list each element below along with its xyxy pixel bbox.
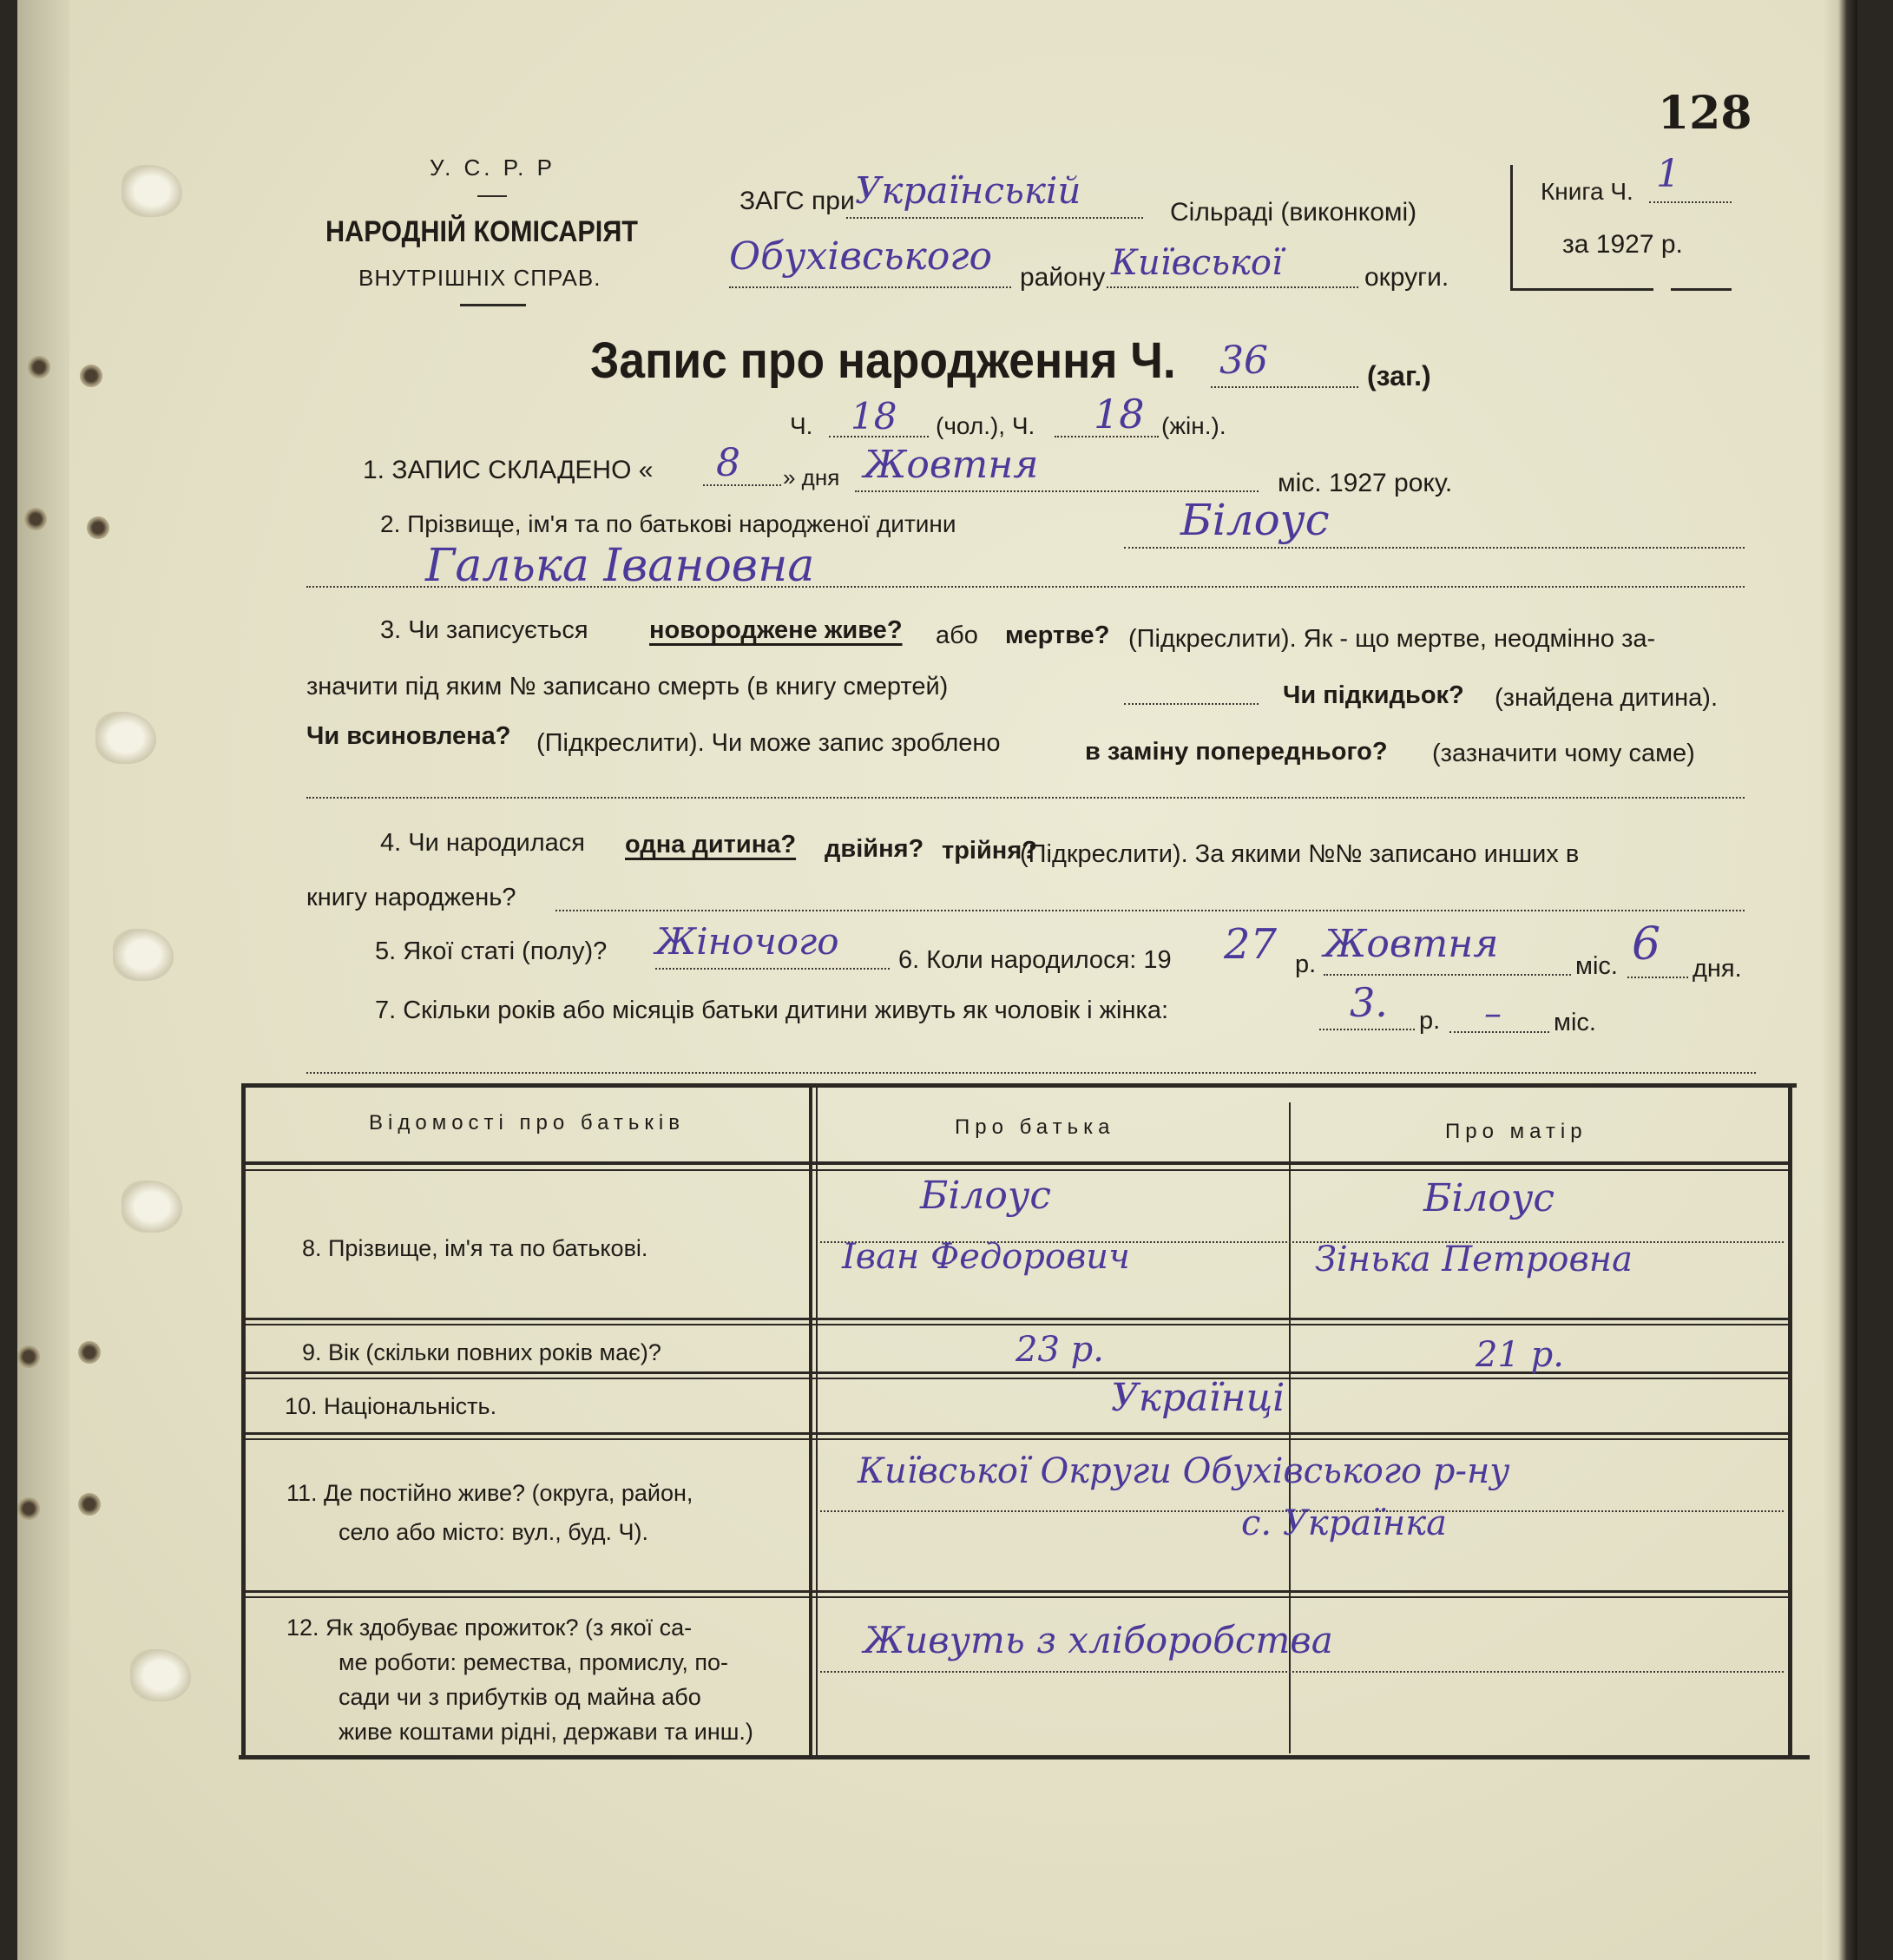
binding-hole [17,1345,40,1368]
q3-line2-a: значити під яким № записано смерть (в книгу смертей) [306,673,949,700]
fill-line [820,1671,1784,1673]
q2-label: 2. Прізвище, ім'я та по батькові народженої дитини [380,510,956,537]
row12-label-3: сади чи з прибутків од майна або [339,1684,701,1710]
row11-label-2: село або місто: вул., буд. Ч). [339,1519,648,1545]
book-value: 1 [1656,152,1680,196]
q5-value: Жіночого [655,920,839,963]
table-row-divider [246,1161,1791,1165]
table-header-father: Про батька [955,1115,1115,1139]
row8-mother-surname: Білоус [1423,1176,1555,1220]
fill-line [1107,286,1358,288]
zags-suffix: Сільраді (виконкомі) [1170,198,1417,227]
fill-line [729,286,1011,288]
row10-label: 10. Національність. [285,1393,497,1419]
record-suffix: (заг.) [1367,360,1431,391]
paper-tear [122,165,182,217]
table-row-divider [246,1169,1791,1171]
fill-line [1324,974,1571,976]
row11-residence: Київської Округи Обухівського р-ну [858,1451,1510,1491]
binding-hole [24,508,47,530]
binding-hole [78,1341,101,1364]
fill-line [306,1072,1756,1074]
q6-mis: міс. [1575,952,1618,980]
q4-twins-option: двійня? [825,835,924,863]
female-count: 18 [1094,391,1145,437]
binding-hole [78,1493,101,1516]
male-prefix: Ч. [790,412,813,439]
q7-label: 7. Скільки років або місяців батьки дитини живуть як чоловік і жінка: [375,996,1169,1024]
q4-single-option: одна дитина? [625,831,797,858]
q4-triplets-option: трійня? [942,837,1037,865]
okruha-value: Київської [1111,243,1283,283]
page-number: 128 [1658,87,1752,140]
book-box-border [1510,288,1653,291]
q4-line2: книгу народжень? [306,884,516,911]
table-row-divider [246,1590,1791,1593]
book-spine [17,0,69,1960]
register-page [17,0,1857,1960]
q3-line1-a: 3. Чи записується [380,616,588,644]
q6-r: р. [1295,950,1317,978]
record-number: 36 [1219,339,1268,383]
q7-months: – [1484,994,1502,1034]
record-title: Запис про народження Ч. [590,332,1176,389]
divider [460,304,526,306]
q3-adopted-option: Чи всиновлена? [306,722,511,750]
department-label: ВНУТРІШНІХ СПРАВ. [358,265,601,291]
q3-line1-e: (Підкреслити). Як - що мертве, неодмінно за- [1128,625,1656,653]
fill-line [1319,1029,1415,1030]
q3-live-option: новороджене живе? [649,616,903,644]
q4-line1-e: (Підкреслити). За якими №№ записано инших в [1020,840,1580,868]
row8-mother-name: Зінька Петровна [1315,1240,1633,1279]
fill-line [1649,201,1732,203]
row12-label-4: живе коштами рідні, держави та инш.) [339,1719,753,1745]
paper-tear [130,1649,191,1701]
q1-label: 1. ЗАПИС СКЛАДЕНО « [363,456,654,484]
page-edge [1823,0,1857,1960]
table-header-mother: Про матір [1445,1120,1587,1143]
q2-surname: Білоус [1180,495,1330,545]
table-row-divider [246,1324,1791,1325]
q3-foundling-option: Чи підкидьок? [1283,681,1464,709]
q6-dnya: дня. [1693,955,1742,983]
q7-mis: міс. [1554,1009,1596,1036]
table-border [809,1087,812,1755]
male-suffix: (чол.), Ч. [936,412,1035,439]
binding-hole [17,1497,40,1520]
q4-line1-a: 4. Чи народилася [380,829,585,857]
row8-father-surname: Білоус [920,1174,1052,1218]
paper-tear [122,1181,182,1233]
fill-line [855,490,1259,492]
q7-years: 3. [1350,979,1388,1026]
okruha-label: округи. [1364,263,1449,292]
fill-line [846,217,1143,219]
binding-hole [87,516,109,539]
table-border [239,1755,1810,1759]
row9-father-age: 23 р. [1016,1330,1104,1370]
book-box-border [1510,165,1513,291]
row8-father-name: Іван Федорович [842,1237,1130,1277]
row12-label-2: ме роботи: ремества, промислу, по- [339,1649,728,1675]
row9-mother-age: 21 р. [1476,1335,1564,1375]
year-label: за 1927 р. [1562,230,1683,259]
table-row-divider [246,1596,1791,1598]
commissariat-label: НАРОДНІЙ КОМІСАРІЯТ [325,215,638,248]
table-row-divider [246,1432,1791,1435]
binding-hole [80,365,102,387]
table-border [816,1087,818,1755]
male-count: 18 [851,395,897,437]
q6-year: 27 [1224,920,1278,969]
row9-label: 9. Вік (скільки повних років має)? [302,1339,661,1365]
paper-tear [95,712,156,764]
q1-mid: » дня [783,464,840,490]
table-row-divider [246,1438,1791,1440]
fill-line [306,797,1745,799]
zags-prefix: ЗАГС при [739,187,855,215]
table-row-divider [246,1378,1791,1379]
female-suffix: (жін.). [1161,412,1226,439]
republic-label: У. С. Р. Р [430,155,555,181]
fill-line [703,484,781,486]
q1-month: Жовтня [864,443,1039,487]
book-label: Книга Ч. [1541,178,1633,205]
rayon-label: району [1020,263,1106,292]
q2-name: Галька Івановна [425,540,815,592]
binding-hole [28,356,50,378]
table-border [1788,1087,1792,1758]
q6-month: Жовтня [1324,922,1499,966]
book-box-border [1671,288,1732,291]
row12-label-1: 12. Як здобуває прожиток? (з якої са- [286,1615,693,1641]
fill-line [1627,977,1688,978]
q1-day: 8 [716,441,740,485]
q3-replacement-option: в заміну попереднього? [1085,738,1388,766]
divider [477,195,507,197]
rayon-value: Обухівського [729,234,993,279]
table-border [241,1083,246,1758]
fill-line [1124,547,1745,549]
paper-tear [113,929,174,981]
q6-day: 6 [1632,918,1661,970]
fill-line [1211,386,1358,388]
fill-line [655,968,890,970]
row12-occupation: Живуть з хліборобства [864,1619,1333,1661]
q3-line3-b: (Підкреслити). Чи може запис зроблено [536,729,1001,757]
zags-value: Українській [855,169,1081,212]
q5-label: 5. Якої статі (полу)? [375,937,608,965]
row11-village: с. Українка [1241,1503,1447,1543]
q3-line1-c: або [936,622,978,649]
row8-label: 8. Прізвище, ім'я та по батькові. [302,1235,648,1261]
fill-line [1124,703,1259,705]
q3-line2-c: (знайдена дитина). [1495,684,1719,712]
q3-line3-d: (зазначити чому саме) [1432,740,1695,767]
row11-label-1: 11. Де постійно живе? (округа, район, [286,1480,693,1506]
q7-r: р. [1419,1007,1441,1035]
q1-end: міс. 1927 року. [1278,469,1453,497]
table-header-info: Відомості про батьків [369,1111,685,1135]
table-row-divider [246,1318,1791,1320]
fill-line [555,910,1745,911]
row10-nationality: Українці [1111,1376,1285,1420]
table-border [243,1083,1797,1088]
q6-label: 6. Коли народилося: 19 [898,946,1172,974]
q3-dead-option: мертве? [1005,622,1110,649]
